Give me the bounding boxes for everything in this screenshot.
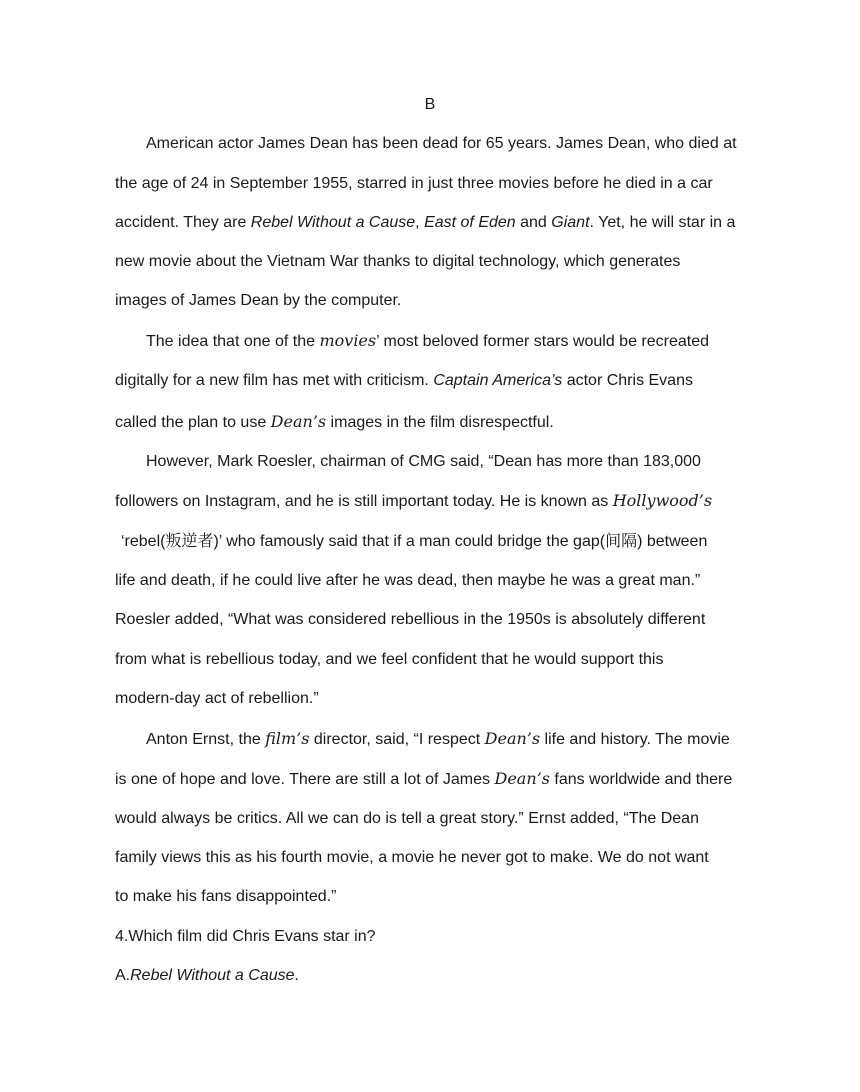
- question-text: 4.Which film did Chris Evans star in?: [115, 928, 376, 945]
- text-span: followers on Instagram, and he is still important today. He is known as: [115, 493, 613, 510]
- paragraph-4-line-1: [146, 729, 730, 750]
- word-deans: Dean’s: [270, 412, 327, 431]
- film-title-captain-america: Captain America’s: [433, 372, 563, 389]
- word-films: film’s: [265, 729, 310, 748]
- text-span: life and history. The movie: [540, 731, 730, 748]
- text-span: accident. They are: [115, 214, 251, 231]
- paragraph-3-line-6: from what is rebellious today, and we feel confident that he would support this: [115, 651, 664, 668]
- text-span: .: [294, 967, 299, 984]
- paragraph-4-line-4: family views this as his fourth movie, a movie he never got to make. We do not want: [115, 849, 709, 866]
- text-span: digitally for a new film has met with criticism.: [115, 372, 434, 389]
- option-label: A.: [115, 967, 131, 984]
- text-span: and: [515, 214, 552, 231]
- text-span: director, said, “I respect: [309, 731, 485, 748]
- text-span: The idea that one of the: [146, 333, 320, 350]
- text-span: fans worldwide and there: [549, 771, 733, 788]
- paragraph-2-line-2: [115, 371, 693, 391]
- paragraph-4-line-5: to make his fans disappointed.”: [115, 888, 337, 905]
- paragraph-1-line-2: the age of 24 in September 1955, starred in just three movies before he died in a car: [115, 175, 713, 192]
- word-deans: Dean’s: [494, 769, 550, 788]
- text-span: images in the film disrespectful.: [326, 414, 554, 431]
- paragraph-3-line-2: [115, 491, 712, 512]
- paragraph-3-line-1: However, Mark Roesler, chairman of CMG said, “Dean has more than 183,000: [146, 453, 701, 470]
- text-span: ,: [415, 214, 425, 231]
- paragraph-1-line-5: images of James Dean by the computer.: [115, 292, 402, 309]
- text-span: . Yet, he will star in a: [589, 214, 736, 231]
- paragraph-3-line-4: life and death, if he could live after he was dead, then maybe he was a great man.”: [115, 572, 701, 589]
- word-hollywoods: Hollywood’s: [612, 491, 713, 510]
- word-deans: Dean’s: [484, 729, 541, 748]
- section-letter: B: [424, 96, 436, 113]
- paragraph-1-line-4: new movie about the Vietnam War thanks to digital technology, which generates: [115, 253, 681, 270]
- text-span: Anton Ernst, the: [146, 731, 266, 748]
- film-title-east-of-eden: East of Eden: [424, 214, 516, 231]
- paragraph-1-line-1: American actor James Dean has been dead for 65 years. James Dean, who died at: [146, 135, 737, 152]
- film-title-giant: Giant: [551, 214, 590, 231]
- paragraph-1-line-3: [115, 213, 735, 233]
- word-movies: movies: [319, 331, 377, 350]
- paragraph-3-line-3: ‘rebel(叛逆者)’ who famously said that if a man could bridge the gap(间隔) between: [121, 533, 708, 550]
- paragraph-4-line-2: [115, 769, 732, 790]
- text-span: called the plan to use: [115, 414, 271, 431]
- answer-option-a: [115, 966, 299, 986]
- paragraph-3-line-5: Roesler added, “What was considered rebellious in the 1950s is absolutely different: [115, 611, 706, 628]
- paragraph-2-line-3: [115, 412, 554, 433]
- paragraph-3-line-7: modern-day act of rebellion.”: [115, 690, 319, 707]
- paragraph-4-line-3: would always be critics. All we can do is tell a great story.” Ernst added, “The Dean: [115, 810, 699, 827]
- text-span: ’ most beloved former stars would be recreated: [376, 333, 709, 350]
- film-title-rebel: Rebel Without a Cause: [250, 214, 416, 231]
- text-span: actor Chris Evans: [562, 372, 693, 389]
- text-span: is one of hope and love. There are still a lot of James: [115, 771, 495, 788]
- option-text: Rebel Without a Cause: [130, 967, 295, 984]
- paragraph-2-line-1: [146, 331, 709, 352]
